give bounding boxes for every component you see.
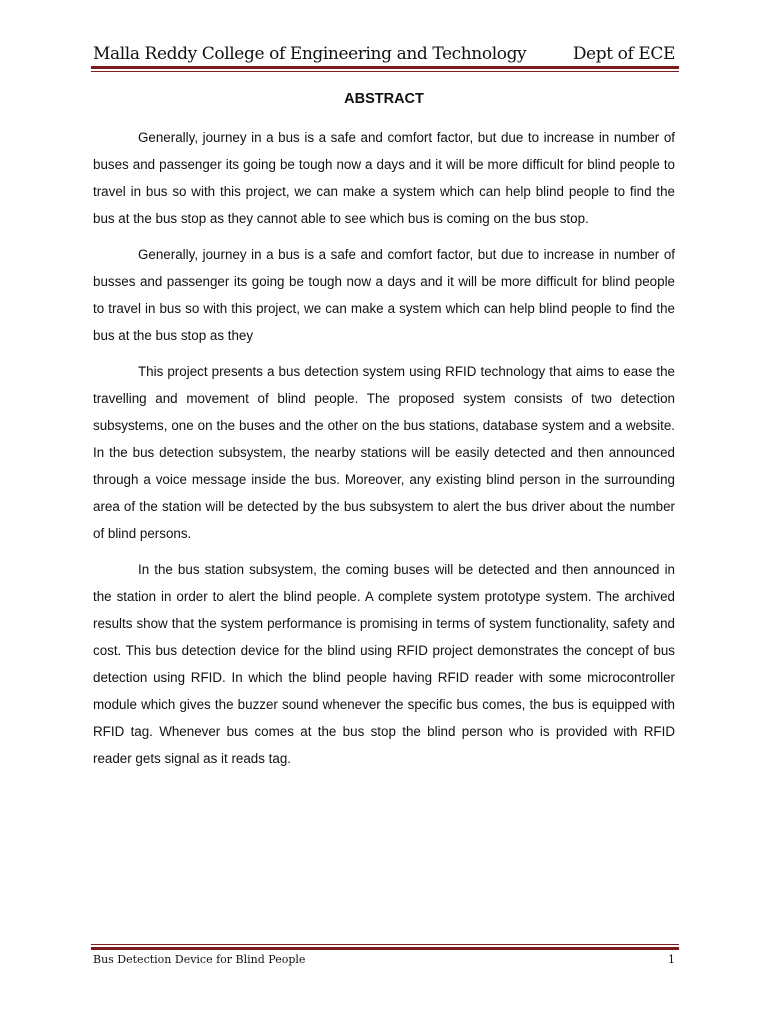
footer-rule-thin [91,944,679,945]
header-rule [91,66,679,72]
header-rule-thick [91,66,679,69]
footer-rule [91,944,679,950]
footer-rule-thick [91,947,679,950]
abstract-paragraph-2: Generally, journey in a bus is a safe and comfort factor, but due to increase in number of busses and passenger its going be tough now a days and it will be more difficult for blind people to travel in bus so with this project, we can make a system which can help blind people to find the bus at the bus stop as they [93,247,675,343]
header-rule-thin [91,71,679,72]
footer-page-number: 1 [668,953,675,966]
header-college-name: Malla Reddy College of Engineering and Technology [93,44,527,64]
abstract-paragraph-4: In the bus station subsystem, the coming buses will be detected and then announced in the station in order to alert the blind people. A complete system prototype system. The archived results show that the system performance is promising in terms of system functionality, safety and cost. This bus detection device for the blind using RFID project demonstrates the concept of bus detection using RFID. In which the blind people having RFID reader with some microcontroller module which gives the buzzer sound whenever the specific bus comes, the bus is equipped with RFID tag. Whenever bus comes at the bus stop the blind person who is provided with RFID reader gets signal as it reads tag. [93,562,675,766]
page-header [93,41,675,67]
abstract-body [93,124,675,781]
abstract-paragraph-1: Generally, journey in a bus is a safe and comfort factor, but due to increase in number of buses and passenger its going be tough now a days and it will be more difficult for blind people to travel in bus so with this project, we can make a system which can help blind people to find the bus at the bus stop as they cannot able to see which bus is coming on the bus stop. [93,130,675,226]
page-footer [93,951,675,969]
header-department: Dept of ECE [572,44,675,64]
footer-project-title: Bus Detection Device for Blind People [93,953,306,966]
page-title: ABSTRACT [344,91,424,107]
abstract-paragraph-3: This project presents a bus detection system using RFID technology that aims to ease the travelling and movement of blind people. The proposed system consists of two detection subsystems, one on the buses and the other on the bus stations, database system and a website. In the bus detection subsystem, the nearby stations will be easily detected and then announced through a voice message inside the bus. Moreover, any existing blind person in the surrounding area of the station will be detected by the bus subsystem to alert the bus driver about the number of blind persons. [93,364,675,541]
